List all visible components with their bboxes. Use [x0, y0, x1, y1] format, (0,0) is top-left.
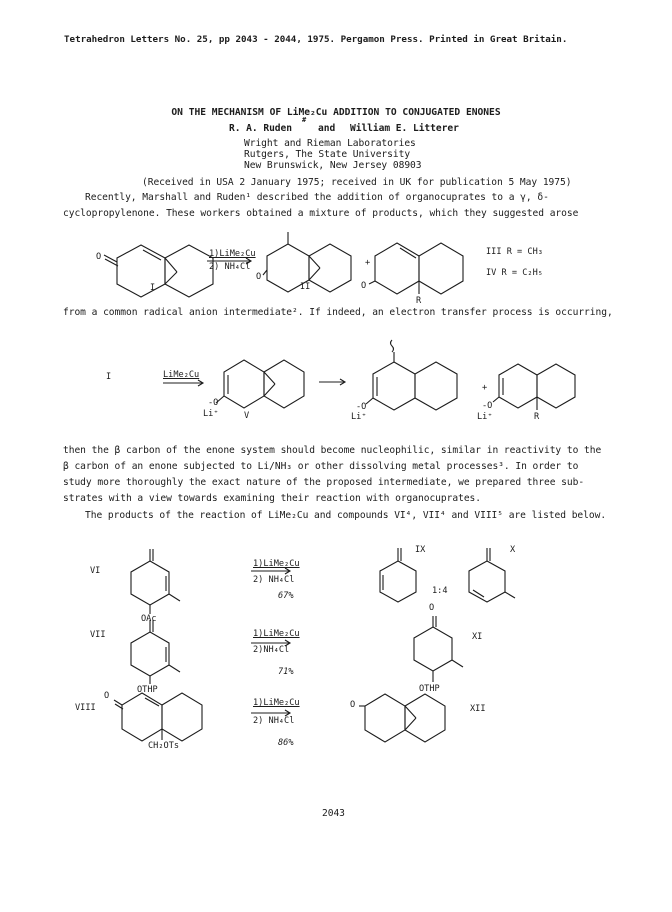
- yield-value: 67%: [278, 591, 294, 601]
- yield-value: 71%: [278, 667, 294, 677]
- compound-VII-structure: [131, 620, 180, 684]
- reagent-step-2: 2) NH₄Cl: [253, 716, 295, 726]
- compound-label-V: V: [244, 411, 250, 421]
- compound-III-IV-structure: [369, 243, 463, 294]
- lithium-cation: Li⁺: [351, 412, 367, 422]
- compound-label-I: I: [106, 372, 112, 382]
- reagent-step-1: 1)LiMe₂Cu: [209, 249, 256, 259]
- reagent-step-1: 1)LiMe₂Cu: [253, 629, 300, 639]
- oxygen-label: O: [350, 700, 356, 710]
- substituent-label: OTHP: [419, 684, 440, 694]
- compound-IX-structure: [380, 548, 416, 602]
- journal-header: Tetrahedron Letters No. 25, pp 2043 - 2044, 1975. Pergamon Press. Printed in Great Britain.: [64, 34, 568, 45]
- body-line: The products of the reaction of LiMe₂Cu and compounds VI⁴, VII⁴ and VIII⁵ are listed below.: [85, 510, 607, 521]
- oxygen-label: O: [429, 603, 435, 613]
- substituent-R: R: [416, 296, 422, 306]
- page-number: 2043: [322, 808, 345, 819]
- compound-VIII-structure: [114, 693, 202, 741]
- compound-IV-definition: IV R = C₂H₅: [486, 268, 543, 278]
- compound-X-structure: [469, 548, 515, 602]
- reagent-label: LiMe₂Cu: [163, 370, 200, 380]
- body-line: cyclopropylenone. These workers obtained a mixture of products, which they suggested arose: [63, 208, 579, 219]
- compound-V-structure: [216, 360, 304, 408]
- author-mark: #: [302, 116, 307, 124]
- compound-XII-structure: [359, 694, 445, 742]
- body-line: then the β carbon of the enone system should become nucleophilic, similar in reactivity to the: [63, 445, 602, 456]
- compound-label-IX: IX: [415, 545, 426, 555]
- affiliation-line: New Brunswick, New Jersey 08903: [244, 160, 422, 171]
- body-line: Recently, Marshall and Ruden¹ described the addition of organocuprates to a γ, δ-: [85, 192, 549, 203]
- author-2: William E. Litterer: [350, 123, 459, 134]
- reagent-step-1: 1)LiMe₂Cu: [253, 698, 300, 708]
- plus-sign: +: [482, 383, 488, 393]
- compound-label-VII: VII: [90, 630, 106, 640]
- body-line: study more thoroughly the exact nature of the proposed intermediate, we prepared three sub-: [63, 477, 585, 488]
- oxygen-label: O: [96, 252, 102, 262]
- oxygen-label: O: [361, 281, 367, 291]
- received-line: (Received in USA 2 January 1975; received in UK for publication 5 May 1975): [142, 177, 572, 188]
- lithium-cation: Li⁺: [477, 412, 493, 422]
- author-1: R. A. Ruden: [229, 123, 292, 134]
- reagent-step-1: 1)LiMe₂Cu: [253, 559, 300, 569]
- reagent-step-2: 2) NH₄Cl: [253, 575, 295, 585]
- substituent-label: OAc: [141, 614, 157, 624]
- compound-label-X: X: [510, 545, 516, 555]
- compound-label-II: II: [300, 282, 311, 292]
- affiliation-line: Rutgers, The State University: [244, 149, 411, 160]
- compound-label-VI: VI: [90, 566, 101, 576]
- compound-label-XI: XI: [472, 632, 483, 642]
- product-ratio: 1:4: [432, 586, 448, 596]
- bicyclic-enolate-structure: [493, 364, 575, 410]
- compound-label-VIII: VIII: [75, 703, 96, 713]
- oxygen-label: O: [104, 691, 110, 701]
- paper-title: ON THE MECHANISM OF LiMe₂Cu ADDITION TO CONJUGATED ENONES: [171, 107, 501, 118]
- reagent-step-2: 2)NH₄Cl: [253, 645, 290, 655]
- compound-label-XII: XII: [470, 704, 486, 714]
- lithium-cation: Li⁺: [203, 409, 219, 419]
- compound-VI-structure: [131, 549, 180, 614]
- enolate-oxygen: -O: [356, 402, 367, 412]
- plus-sign: +: [365, 258, 371, 268]
- body-line: from a common radical anion intermediate². If indeed, an electron transfer process is occurring,: [63, 307, 613, 318]
- oxygen-label: O: [256, 272, 262, 282]
- compound-XI-structure: [414, 616, 463, 682]
- affiliation-line: Wright and Rieman Laboratories: [244, 138, 416, 149]
- body-line: strates with a view towards examining their reaction with organocuprates.: [63, 493, 481, 504]
- enolate-oxygen: -O: [482, 401, 493, 411]
- compound-I-structure: [104, 245, 213, 297]
- enolate-oxygen: -O: [208, 398, 219, 408]
- yield-value: 86%: [278, 738, 294, 748]
- substituent-label: CH₂OTs: [148, 741, 180, 751]
- compound-label-I: I: [150, 283, 156, 293]
- body-line: β carbon of an enone subjected to Li/NH₃ or other dissolving metal processes³. In order to: [63, 461, 579, 472]
- substituent-label: OTHP: [137, 685, 158, 695]
- substituent-R: R: [534, 412, 540, 422]
- reagent-step-2: 2) NH₄Cl: [209, 262, 251, 272]
- radical-intermediate-structure: [366, 340, 457, 410]
- compound-III-definition: III R = CH₃: [486, 247, 543, 257]
- author-and: and: [318, 123, 336, 134]
